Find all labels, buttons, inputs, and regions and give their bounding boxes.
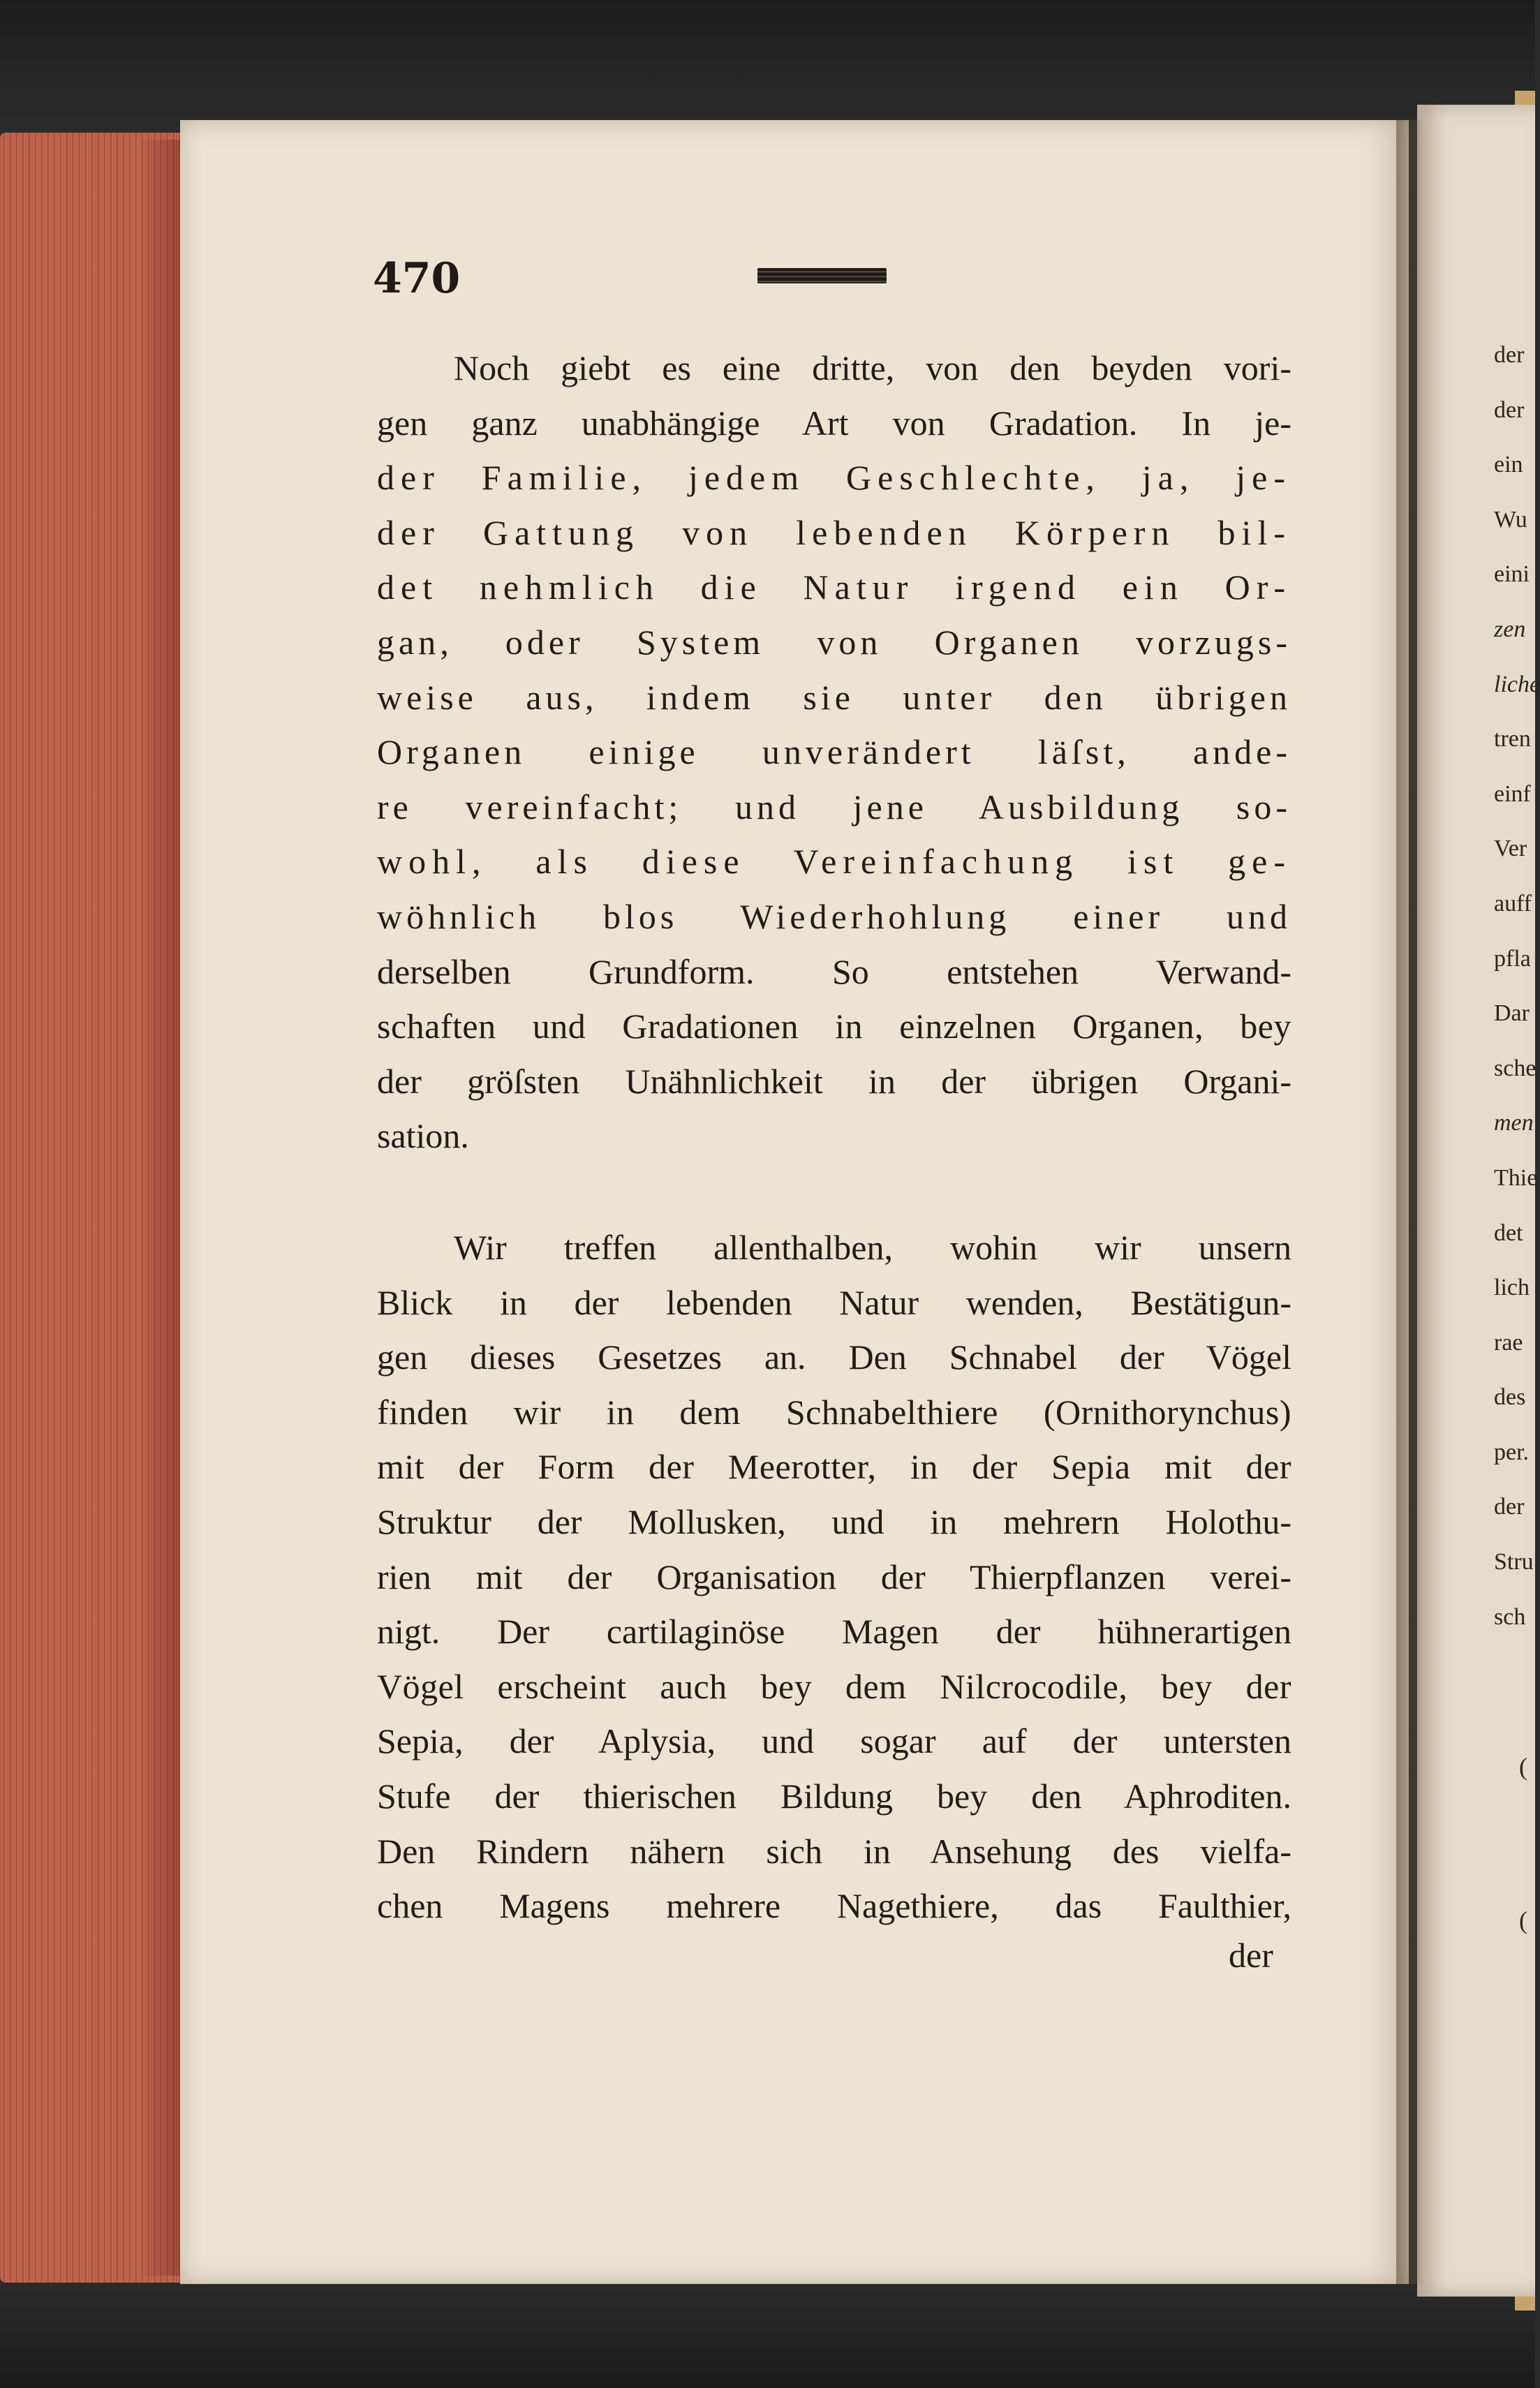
- facing-page-text: [1494, 328, 1540, 1645]
- paragraph-gradation: [377, 341, 1291, 1164]
- facing-fragment: rae: [1494, 1329, 1523, 1356]
- text-line: sation.: [377, 1116, 469, 1156]
- text-line: schaften und Gradationen in einzelnen Organen, bey: [377, 1007, 1291, 1046]
- text-line: der Familie, jedem Geschlechte, ja, je-: [377, 458, 1291, 498]
- text-line: Organen einige unverändert läſst, ande-: [377, 732, 1291, 772]
- text-line: Sepia, der Aplysia, und sogar auf der untersten: [377, 1721, 1291, 1761]
- text-line: chen Magens mehrere Nagethiere, das Faulthier,: [377, 1886, 1291, 1926]
- facing-fragment: Ver: [1494, 836, 1527, 862]
- facing-fragment: Thie: [1494, 1164, 1538, 1191]
- text-line: Noch giebt es eine dritte, von den beyden vori-: [454, 348, 1291, 387]
- text-line: Den Rindern nähern sich in Ansehung des vielfa-: [377, 1831, 1291, 1871]
- facing-fragment: tren: [1494, 726, 1531, 752]
- facing-fragment: det: [1494, 1219, 1523, 1246]
- paragraph-examples: [377, 1220, 1291, 1934]
- page-number: 470: [373, 254, 461, 303]
- facing-fragment: men: [1494, 1110, 1534, 1136]
- text-line: rien mit der Organisation der Thierpflanzen verei-: [377, 1557, 1291, 1596]
- facing-fragment: auff: [1494, 890, 1532, 917]
- facing-fragment: der: [1494, 342, 1525, 368]
- facing-fragment: Stru: [1494, 1549, 1534, 1575]
- text-line: Stufe der thierischen Bildung bey den Aphroditen.: [377, 1776, 1291, 1816]
- facing-fragment: zen: [1494, 616, 1526, 642]
- text-line: Wir treffen allenthalben, wohin wir unsern: [454, 1228, 1291, 1267]
- text-line: derselben Grundform. So entstehen Verwand-: [377, 951, 1291, 991]
- text-line: gen ganz unabhängige Art von Gradation. In je-: [377, 403, 1291, 443]
- facing-fragment: der: [1494, 1494, 1525, 1520]
- facing-fragment: pfla: [1494, 945, 1531, 972]
- text-line: mit der Form der Meerotter, in der Sepia mit der: [377, 1447, 1291, 1487]
- text-line: Vögel erscheint auch bey dem Nilcrocodile, bey der: [377, 1666, 1291, 1706]
- facing-fragment: ein: [1494, 452, 1523, 478]
- facing-fragment: eini: [1494, 561, 1530, 588]
- facing-fragment: einf: [1494, 780, 1531, 807]
- facing-fragment: sche: [1494, 1055, 1537, 1081]
- text-line: Struktur der Mollusken, und in mehrern Holothu-: [377, 1501, 1291, 1541]
- facing-mark: (: [1519, 1753, 1527, 1781]
- text-line: nigt. Der cartilaginöse Magen der hühnerartigen: [377, 1612, 1291, 1652]
- facing-fragment: der: [1494, 396, 1525, 423]
- backdrop-top: [0, 0, 1535, 140]
- text-line: gen dieses Gesetzes an. Den Schnabel der Vögel: [377, 1337, 1291, 1377]
- facing-fragment: lich: [1494, 1275, 1530, 1301]
- facing-fragment: Dar: [1494, 1000, 1530, 1027]
- text-line: der Gattung von lebenden Körpern bil-: [377, 512, 1291, 552]
- facing-mark: (: [1519, 1906, 1527, 1934]
- text-line: weise aus, indem sie unter den übrigen: [377, 677, 1291, 717]
- book-gutter: [1396, 120, 1424, 2284]
- text-line: re vereinfacht; und jene Ausbildung so-: [377, 787, 1291, 826]
- backdrop-bottom: [0, 2276, 1535, 2388]
- facing-fragment: des: [1494, 1384, 1526, 1411]
- text-line: wohl, als diese Vereinfachung ist ge-: [377, 842, 1291, 882]
- text-line: Blick in der lebenden Natur wenden, Bestätigun-: [377, 1282, 1291, 1322]
- facing-fragment: Wu: [1494, 506, 1527, 533]
- text-line: gan, oder System von Organen vorzugs-: [377, 622, 1291, 662]
- text-line: det nehmlich die Natur irgend ein Or-: [377, 568, 1291, 607]
- text-line: der gröſsten Unähnlichkeit in der übrigen Organi-: [377, 1061, 1291, 1101]
- facing-fragment: sch: [1494, 1603, 1526, 1630]
- catchword: der: [1229, 1936, 1273, 1975]
- facing-fragment: liche: [1494, 671, 1540, 697]
- header-ornament-rule: [757, 268, 887, 283]
- text-line: finden wir in dem Schnabelthiere (Ornithorynchus): [377, 1392, 1291, 1432]
- facing-fragment: per.: [1494, 1439, 1530, 1465]
- text-line: wöhnlich blos Wiederhohlung einer und: [377, 896, 1291, 936]
